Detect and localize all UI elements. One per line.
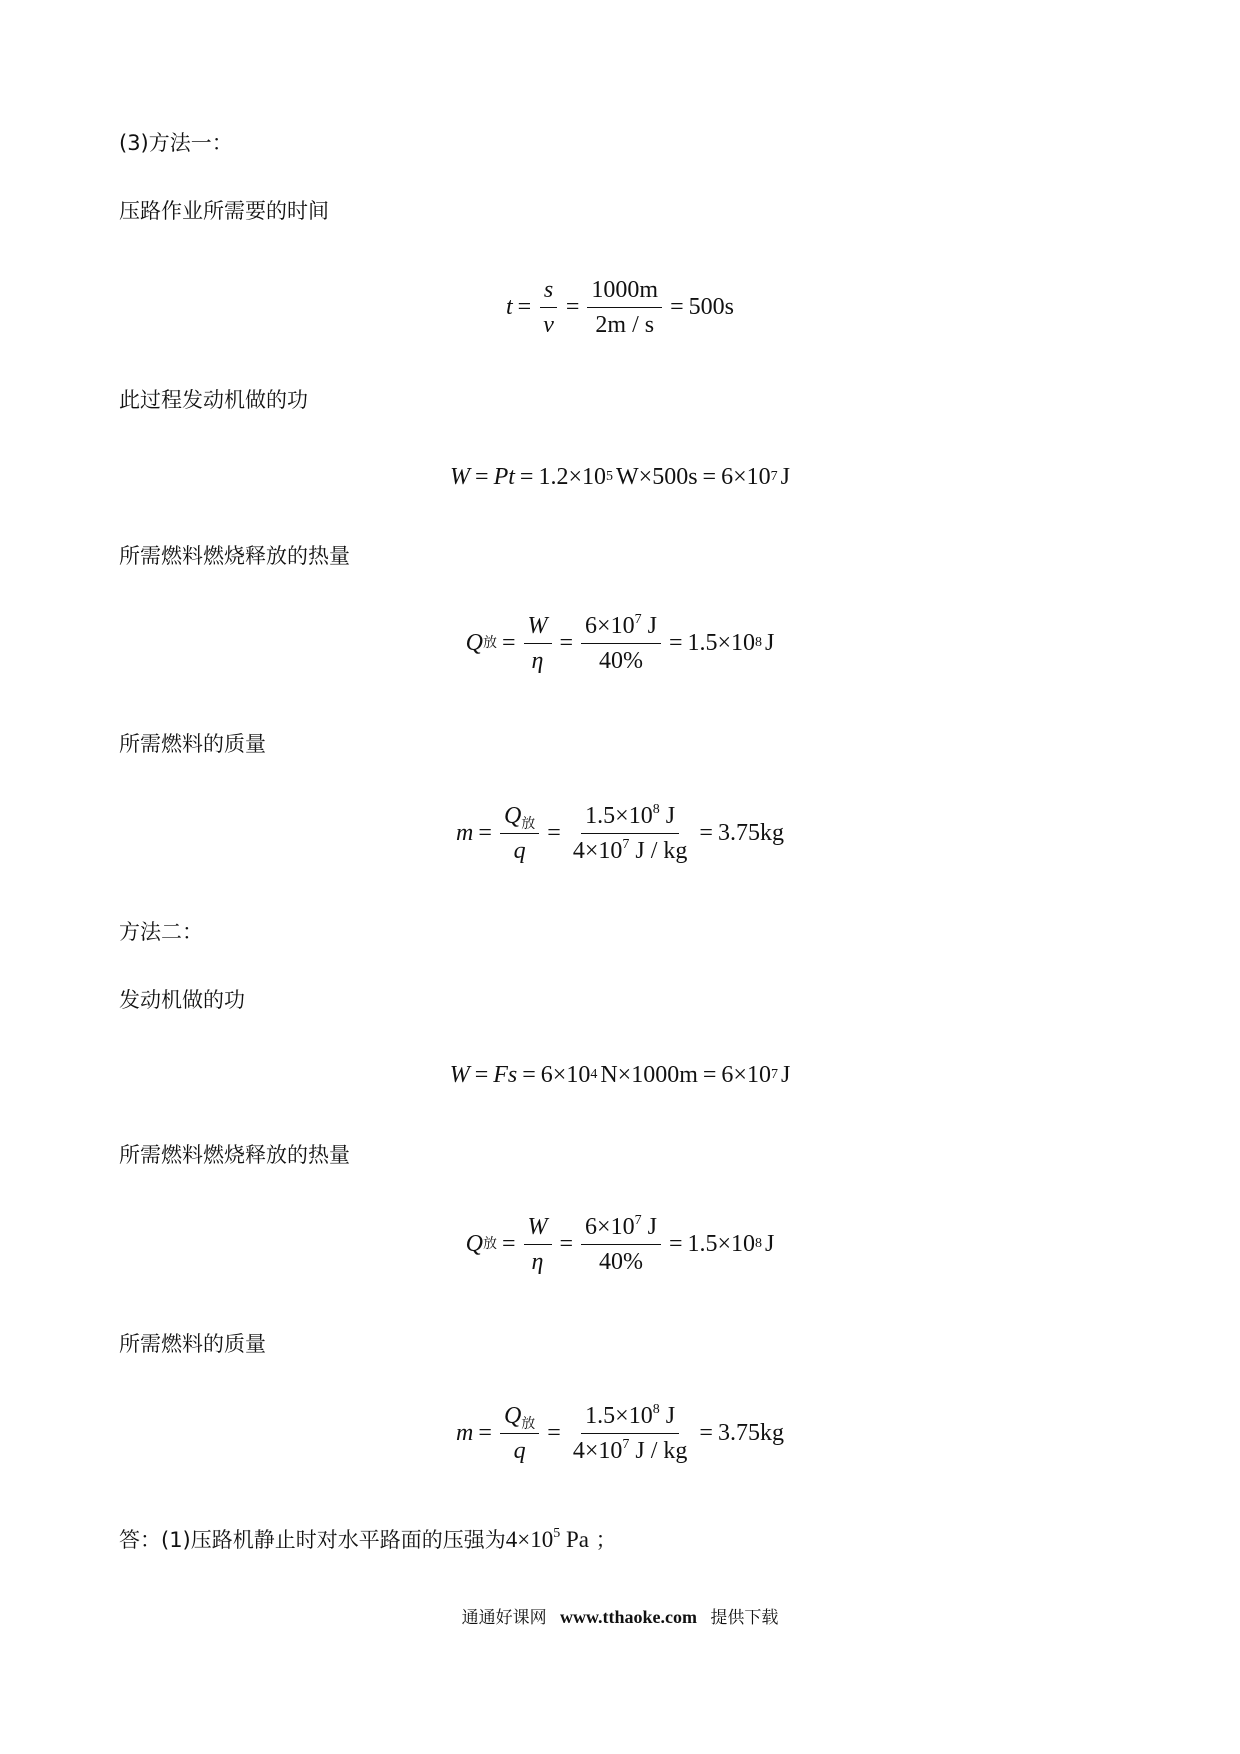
fraction bbox=[569, 802, 692, 865]
eq-exp: 7 bbox=[622, 1436, 630, 1452]
eq-coef: 1.2×10 bbox=[538, 463, 606, 490]
eq-coef: 6×10 bbox=[721, 1061, 771, 1088]
eq-coef: 1.5×10 bbox=[687, 1230, 756, 1257]
eq-num: Q bbox=[503, 1402, 522, 1429]
equation-work-2: W = Fs = 6×10 4 N×1000m = 6×10 7 J bbox=[449, 1061, 791, 1088]
eq-var: Fs bbox=[493, 1061, 518, 1088]
eq-exp: 8 bbox=[652, 801, 660, 817]
eq-unit: J bbox=[647, 1213, 657, 1240]
eq-unit: J / kg bbox=[635, 837, 688, 864]
eq-unit: N×1000m bbox=[600, 1061, 698, 1088]
eq-den: η bbox=[531, 647, 544, 674]
eq-unit: J bbox=[765, 1230, 775, 1257]
eq-var: m bbox=[456, 819, 474, 846]
eq-var: Q bbox=[465, 629, 483, 656]
mass-label-1: 所需燃料的质量 bbox=[119, 732, 266, 756]
mass-label-2: 所需燃料的质量 bbox=[119, 1332, 266, 1356]
equation-mass-1: m = $\frac{Q_放}{q}$ = $\frac{1.5\times 10^8 J}{4\times 10^7 J / kg}$ = 3.75kg bbox=[456, 801, 784, 864]
eq-result: 500s bbox=[688, 293, 734, 320]
eq-den: q bbox=[513, 837, 526, 864]
eq-coef: 1.5×10 bbox=[687, 629, 756, 656]
eq-num: W bbox=[527, 1213, 548, 1240]
fraction bbox=[569, 1402, 692, 1465]
equation-time: t = $\frac{s}{v}$ = $\frac{1000m}{2m / s}$ = 500s bbox=[506, 276, 734, 338]
answer-exp: 5 bbox=[553, 1526, 561, 1541]
eq-unit: J bbox=[665, 802, 676, 829]
eq-den: 40% bbox=[598, 1248, 643, 1275]
eq-result: 3.75kg bbox=[717, 819, 784, 846]
eq-coef: 6×10 bbox=[585, 612, 635, 639]
equation-heat-1: Q 放 = $\frac{W}{\eta}$ = $\frac{6\times 10^7 J}{40\%}$ = 1.5×10 8 J bbox=[465, 611, 775, 674]
answer-coef: 4×10 bbox=[505, 1527, 554, 1552]
eq-var: m bbox=[456, 1419, 474, 1446]
method2-heading: 方法二： bbox=[119, 920, 203, 944]
eq-den: v bbox=[543, 311, 554, 338]
eq-sub: 放 bbox=[521, 815, 536, 832]
eq-exp: 7 bbox=[634, 1212, 642, 1228]
eq-coef: 1.5×10 bbox=[585, 802, 653, 829]
eq-den: q bbox=[513, 1437, 526, 1464]
equation-mass-2: m = $\frac{Q_放}{q}$ = $\frac{1.5\times 10^8 J}{4\times 10^7 J / kg}$ = 3.75kg bbox=[456, 1401, 784, 1464]
eq-num: W bbox=[527, 612, 548, 639]
eq-unit: W×500s bbox=[616, 463, 698, 490]
fraction bbox=[500, 802, 539, 865]
footer-url[interactable]: www.tthaoke.com bbox=[560, 1607, 697, 1627]
eq-den: 2m / s bbox=[595, 311, 655, 338]
work-label-1: 此过程发动机做的功 bbox=[119, 388, 308, 412]
eq-var: Pt bbox=[493, 463, 515, 490]
eq-var: W bbox=[450, 463, 471, 490]
heat-label-2: 所需燃料燃烧释放的热量 bbox=[119, 1143, 350, 1167]
fraction bbox=[539, 276, 558, 339]
answer-line bbox=[119, 1526, 617, 1554]
eq-coef: 6×10 bbox=[585, 1213, 635, 1240]
fraction bbox=[587, 276, 662, 339]
heat-label-1: 所需燃料燃烧释放的热量 bbox=[119, 544, 350, 568]
page-footer bbox=[0, 1603, 1240, 1628]
eq-exp: 7 bbox=[634, 611, 642, 627]
answer-suffix: ； bbox=[595, 1528, 617, 1552]
eq-unit: J bbox=[647, 612, 657, 639]
eq-coef: 4×10 bbox=[572, 1437, 623, 1464]
fraction bbox=[524, 612, 552, 675]
eq-var: Q bbox=[465, 1230, 483, 1257]
eq-var: W bbox=[449, 1061, 470, 1088]
fraction bbox=[524, 1213, 552, 1276]
eq-num: Q bbox=[503, 802, 522, 829]
eq-coef: 6×10 bbox=[721, 463, 771, 490]
eq-coef: 1.5×10 bbox=[585, 1402, 653, 1429]
eq-unit: J bbox=[780, 1061, 791, 1088]
footer-site-name: 通通好课网 bbox=[461, 1608, 547, 1628]
fraction bbox=[500, 1402, 539, 1465]
equation-work-1: W = Pt = 1.2×10 5 W×500s = 6×10 7 J bbox=[450, 463, 790, 490]
answer-text: 答：(1)压路机静止时对水平路面的压强为 bbox=[119, 1528, 506, 1552]
method1-heading: (3)方法一： bbox=[119, 131, 233, 155]
eq-exp: 7 bbox=[622, 836, 630, 852]
footer-suffix: 提供下载 bbox=[710, 1608, 779, 1628]
eq-num: s bbox=[543, 276, 554, 303]
eq-var: t bbox=[506, 293, 513, 320]
eq-coef: 6×10 bbox=[540, 1061, 591, 1088]
eq-num: 1000m bbox=[587, 276, 662, 308]
time-label: 压路作业所需要的时间 bbox=[119, 199, 329, 223]
eq-unit: J bbox=[765, 629, 775, 656]
eq-sub: 放 bbox=[521, 1415, 536, 1432]
eq-den: 40% bbox=[598, 647, 643, 674]
fraction bbox=[581, 1213, 661, 1276]
eq-result: 3.75kg bbox=[717, 1419, 784, 1446]
equation-heat-2: Q 放 = $\frac{W}{\eta}$ = $\frac{6\times 10^7 J}{40\%}$ = 1.5×10 8 J bbox=[465, 1212, 775, 1275]
eq-exp: 8 bbox=[652, 1401, 660, 1417]
fraction bbox=[581, 612, 661, 675]
eq-unit: J bbox=[780, 463, 790, 490]
eq-coef: 4×10 bbox=[572, 837, 623, 864]
eq-unit: J bbox=[665, 1402, 676, 1429]
work-label-2: 发动机做的功 bbox=[119, 988, 245, 1012]
eq-den: η bbox=[531, 1248, 544, 1275]
answer-unit: Pa bbox=[565, 1527, 589, 1552]
eq-unit: J / kg bbox=[635, 1437, 688, 1464]
